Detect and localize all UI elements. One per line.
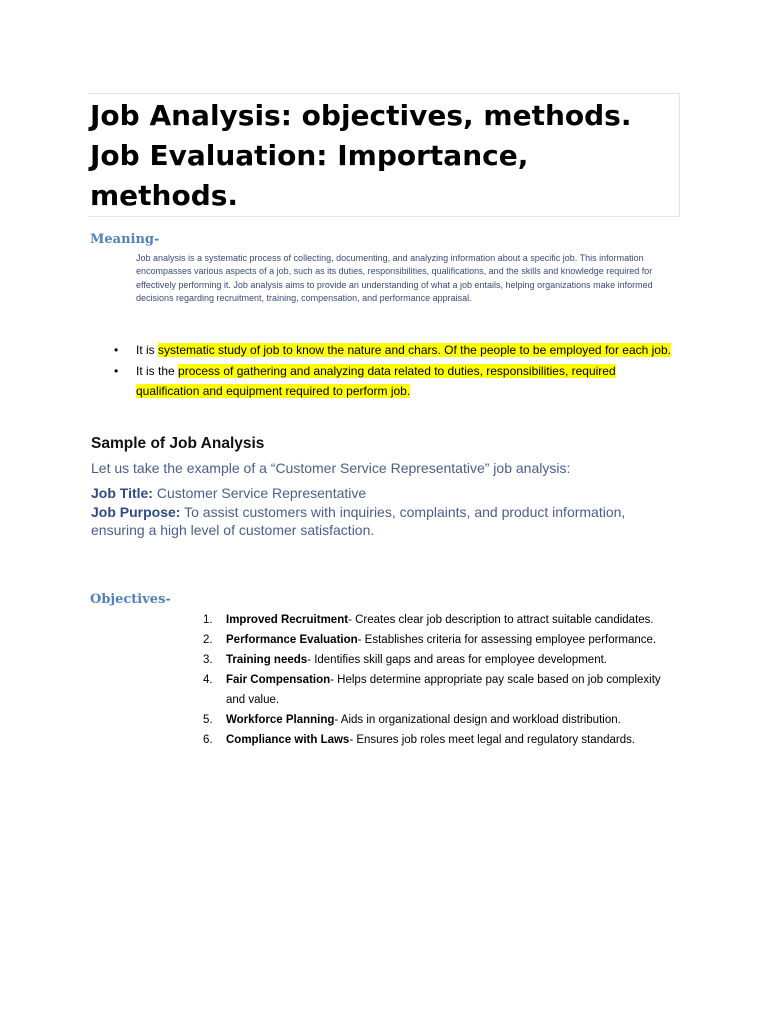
objective-item (200, 610, 680, 630)
objective-term: Compliance with Laws (226, 734, 350, 746)
objective-number: 4. (203, 674, 213, 686)
job-purpose-label: Job Purpose: (91, 503, 181, 520)
job-details (91, 484, 681, 540)
objective-description: - Identifies skill gaps and areas for employee development. (307, 654, 607, 666)
objective-description: - Establishes criteria for assessing employee performance. (357, 634, 657, 646)
definition-bullet-list (114, 340, 674, 402)
meaning-paragraph: Job analysis is a systematic process of collecting, documenting, and analyzing information about a specific job. This information encompasses various aspects of a job, such as its duties, responsibilities, qualifications, and the skills and knowledge required for effectively performing it. Job analysis aims to provide an understanding of what a job entails, helping organizations make informed decisions regarding recruitment, training, compensation, and performance appraisal. (136, 253, 653, 304)
objective-number: 6. (203, 734, 213, 746)
bullet-prefix: It is the (136, 364, 179, 378)
job-title-value: Customer Service Representative (156, 485, 367, 501)
definition-bullet-item (114, 361, 674, 401)
objective-item (200, 730, 680, 750)
objective-item (200, 710, 680, 730)
highlighted-text: systematic study of job to know the nature and chars. Of the people to be employed for each job. (158, 343, 671, 357)
bullet-prefix: It is (136, 343, 159, 357)
page-title: Job Analysis: objectives, methods. Job Evaluation: Importance, methods. (90, 99, 632, 212)
definition-bullet-item (114, 340, 674, 360)
objective-term: Improved Recruitment (226, 614, 349, 626)
job-title-label: Job Title: (91, 485, 153, 501)
job-purpose-row (91, 503, 681, 540)
objective-item (200, 670, 680, 710)
highlighted-text: process of gathering and analyzing data related to duties, responsibilities, required qualification and equipment required to perform job. (136, 364, 616, 398)
objective-number: 1. (203, 614, 213, 626)
objective-description: - Ensures job roles meet legal and regulatory standards. (349, 734, 636, 746)
objectives-heading: Objectives- (90, 592, 171, 607)
bullet-icon: • (114, 343, 119, 357)
meaning-heading: Meaning- (90, 232, 160, 247)
sample-heading: Sample of Job Analysis (91, 435, 265, 452)
job-purpose-value: To assist customers with inquiries, complaints, and product information, ensuring a high level of customer satisfaction. (91, 503, 626, 538)
job-title-row (91, 484, 681, 503)
objective-term: Workforce Planning (226, 714, 335, 726)
objective-term: Fair Compensation (226, 674, 331, 686)
objective-description: - Aids in organizational design and workload distribution. (334, 714, 621, 726)
objective-item (200, 650, 680, 670)
sample-intro: Let us take the example of a “Customer Service Representative” job analysis: (91, 460, 571, 476)
objective-description: - Helps determine appropriate pay scale based on job complexity and value. (226, 674, 661, 706)
objective-term: Training needs (226, 654, 308, 666)
objective-term: Performance Evaluation (226, 634, 358, 646)
objective-number: 5. (203, 714, 213, 726)
objective-number: 3. (203, 654, 213, 666)
bullet-icon: • (114, 364, 119, 378)
objective-description: - Creates clear job description to attract suitable candidates. (348, 614, 654, 626)
objective-number: 2. (203, 634, 213, 646)
objective-item (200, 630, 680, 650)
objectives-list (200, 610, 680, 750)
